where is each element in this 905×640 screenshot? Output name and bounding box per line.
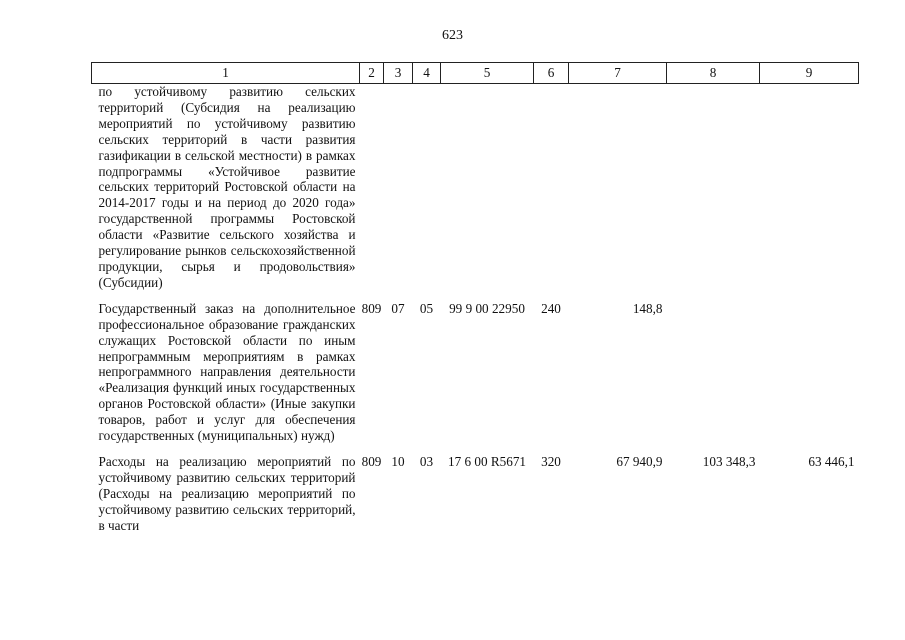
cell-target-article: [441, 84, 534, 301]
cell-amount-1: 148,8: [632, 300, 663, 316]
column-header-5: 5: [441, 63, 534, 84]
column-header-6: 6: [534, 63, 569, 84]
cell-target-article: 99 9 00 22950: [449, 300, 525, 316]
cell-amount-3: [760, 84, 859, 301]
cell-amount-2: [667, 84, 760, 301]
cell-target-article: 17 6 00 R5671: [447, 453, 527, 469]
column-header-2: 2: [360, 63, 384, 84]
table-row: [92, 301, 859, 454]
cell-amount-3: 63 446,1: [808, 453, 855, 469]
cell-section: 07: [391, 300, 405, 316]
cell-ministry-code: [360, 84, 384, 301]
cell-expense-type: [534, 84, 569, 301]
column-header-7: 7: [569, 63, 667, 84]
row-description: Расходы на реализацию мероприятий по устойчивому развитию сельских территорий (Расходы на реализацию мероприятий по устойчивому развитию сельских территорий, в части: [98, 453, 356, 533]
cell-amount-2: [667, 301, 760, 454]
cell-amount-1: [569, 84, 667, 301]
row-description: по устойчивому развитию сельских территорий (Субсидия на реализацию мероприятий по устойчивому развитию сельских территорий в части развития газификации в сельской местности) в рамках подпрограммы «Устойчивое развитие сельских территорий Ростовской области на 2014-2017 годы и на период до 2020 года» государственной программы Ростовской области «Развитие сельского хозяйства и регулирование рынков сельскохозяйственной продукции, сырья и продовольствия» (Субсидии): [98, 84, 356, 290]
table-row: [92, 454, 859, 544]
cell-subsection: 03: [419, 453, 434, 469]
cell-ministry-code: 809: [361, 300, 382, 316]
cell-expense-type: 320: [541, 453, 561, 469]
column-header-3: 3: [384, 63, 413, 84]
cell-amount-1: 67 940,9: [616, 453, 663, 469]
table-row: [92, 84, 859, 301]
column-header-1: 1: [92, 63, 360, 84]
row-description: Государственный заказ на дополнительное профессиональное образование гражданских служащих Ростовской области по иным непрограммным мероприятиям в рамках непрограммного направления деятельности «Реализация функций иных государственных органов Ростовской области» (Иные закупки товаров, работ и услуг для обеспечения государственных (муниципальных) нужд): [98, 300, 356, 444]
cell-section: 10: [391, 453, 405, 469]
page-number: 623: [442, 28, 463, 43]
cell-subsection: 05: [419, 300, 434, 316]
cell-ministry-code: 809: [361, 453, 382, 469]
column-header-9: 9: [760, 63, 859, 84]
column-header-4: 4: [413, 63, 441, 84]
cell-amount-2: 103 348,3: [702, 453, 756, 469]
budget-table: [91, 62, 859, 543]
cell-expense-type: 240: [541, 300, 561, 316]
column-header-8: 8: [667, 63, 760, 84]
cell-subsection: [413, 84, 441, 301]
cell-amount-3: [760, 301, 859, 454]
table-header-row: [92, 63, 859, 84]
cell-section: [384, 84, 413, 301]
